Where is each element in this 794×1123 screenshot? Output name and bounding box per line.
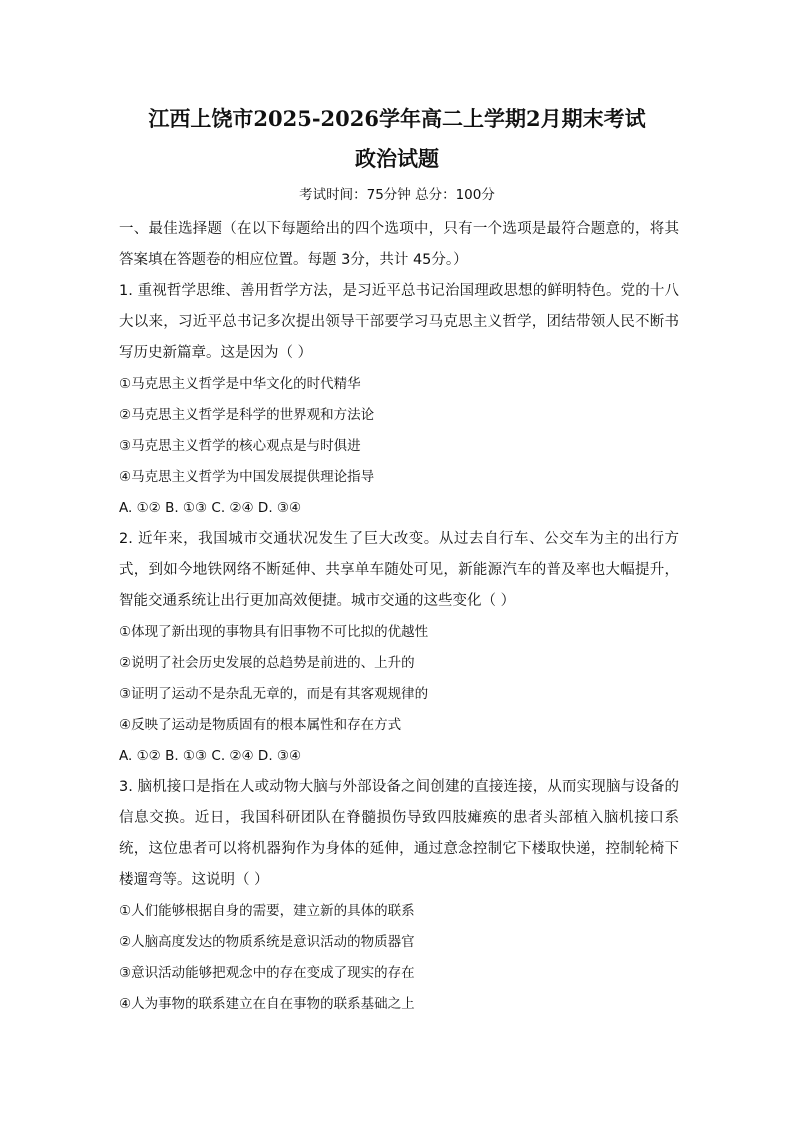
question-2 xyxy=(119,524,679,772)
question-option: ③意识活动能够把观念中的存在变成了现实的存在 xyxy=(119,965,415,981)
question-1 xyxy=(119,276,679,524)
question-option: ②人脑高度发达的物质系统是意识活动的物质器官 xyxy=(119,934,415,950)
exam-info: 考试时间：75分钟 总分：100分 xyxy=(299,187,495,203)
question-3 xyxy=(119,772,679,1020)
question-option: ③证明了运动不是杂乱无章的，而是有其客观规律的 xyxy=(119,686,429,702)
question-option: ②说明了社会历史发展的总趋势是前进的、上升的 xyxy=(119,655,415,671)
question-option: ④马克思主义哲学为中国发展提供理论指导 xyxy=(119,469,375,485)
question-option: ②马克思主义哲学是科学的世界观和方法论 xyxy=(119,407,375,423)
question-option: ④反映了运动是物质固有的根本属性和存在方式 xyxy=(119,717,402,733)
question-option: ①体现了新出现的事物具有旧事物不可比拟的优越性 xyxy=(119,624,429,640)
question-option: ③马克思主义哲学的核心观点是与时俱进 xyxy=(119,438,361,454)
page-title: 江西上饶市2025-2026学年高二上学期2月期末考试 xyxy=(148,106,646,131)
question-stem: 2. 近年来，我国城市交通状况发生了巨大改变。从过去自行车、公交车为主的出行方式，到如今地铁网络不断延伸、共享单车随处可见，新能源汽车的普及率也大幅提升，智能交通系统让出行更加高效便捷。城市交通的这些变化（ ） xyxy=(119,531,679,609)
question-option: ①人们能够根据自身的需要，建立新的具体的联系 xyxy=(119,903,415,919)
section-instruction: 一、最佳选择题（在以下每题给出的四个选项中，只有一个选项是最符合题意的，将其答案填在答题卷的相应位置。每题 3分，共计 45分。） xyxy=(119,221,679,268)
question-stem: 1. 重视哲学思维、善用哲学方法，是习近平总书记治国理政思想的鲜明特色。党的十八大以来，习近平总书记多次提出领导干部要学习马克思主义哲学，团结带领人民不断书写历史新篇章。这是因为（ ） xyxy=(119,283,679,361)
page-subtitle: 政治试题 xyxy=(355,146,439,171)
question-option: ①马克思主义哲学是中华文化的时代精华 xyxy=(119,376,361,392)
question-option: ④人为事物的联系建立在自在事物的联系基础之上 xyxy=(119,996,415,1012)
question-stem: 3. 脑机接口是指在人或动物大脑与外部设备之间创建的直接连接，从而实现脑与设备的信息交换。近日，我国科研团队在脊髓损伤导致四肢瘫痪的患者头部植入脑机接口系统，这位患者可以将机器狗作为身体的延伸，通过意念控制它下楼取快递，控制轮椅下楼遛弯等。这说明（ ） xyxy=(119,779,679,888)
answer-choices: A. ①② B. ①③ C. ②④ D. ③④ xyxy=(119,748,302,764)
exam-content xyxy=(119,214,679,1020)
answer-choices: A. ①② B. ①③ C. ②④ D. ③④ xyxy=(119,500,302,516)
